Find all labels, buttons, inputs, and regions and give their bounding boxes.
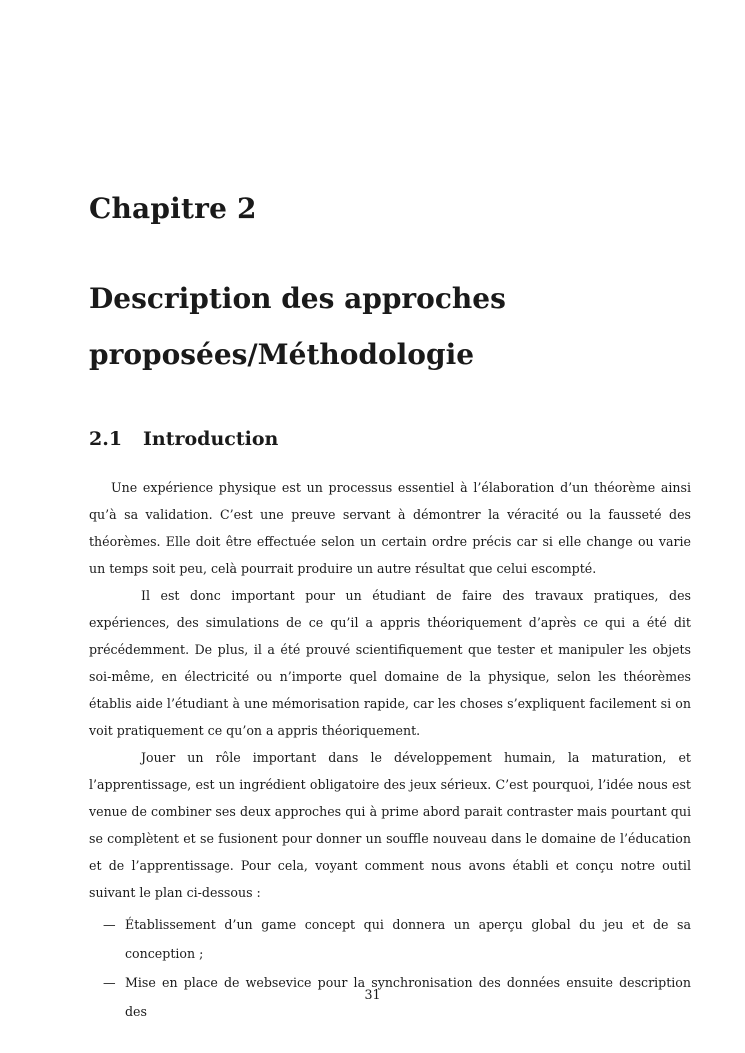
chapter-title-line-1: Description des approches <box>89 282 506 315</box>
list-item-text: Établissement d’un game concept qui donnera un aperçu global du jeu et de sa conception ; <box>125 917 691 961</box>
chapter-label: Chapitre 2 <box>89 192 257 225</box>
chapter-title-line-2: proposées/Méthodologie <box>89 338 475 371</box>
section-number: 2.1 <box>89 428 123 450</box>
page-number: 31 <box>364 987 381 1002</box>
list-marker: — <box>103 917 116 932</box>
list-item-text: Mise en place de websevice pour la synchronisation des données ensuite description des <box>125 975 691 1019</box>
list-marker: — <box>103 975 116 990</box>
list-item <box>89 910 691 968</box>
section-heading <box>89 428 278 450</box>
section-title: Introduction <box>143 428 279 450</box>
chapter-title <box>89 271 689 383</box>
bullet-list <box>89 910 691 1026</box>
paragraph-1: Une expérience physique est un processus essentiel à l’élaboration d’un théorème ainsi qu’à sa validation. C’est une preuve servant à démontrer la véracité ou la fausseté des théorèmes. Elle doit être effectuée selon un certain ordre précis car si elle change ou varie un temps soit peu, celà pourrait produire un autre résultat que celui escompté. <box>89 480 691 576</box>
paragraph-3: Jouer un rôle important dans le développement humain, la maturation, et l’apprentissage, est un ingrédient obligatoire des jeux sérieux. C’est pourquoi, l’idée nous est venue de combiner ses deux approches qui à prime abord parait contraster mais pourtant qui se complètent et se fusionent pour donner un souffle nouveau dans le domaine de l’éducation et de l’apprentissage. Pour cela, voyant comment nous avons établi et conçu notre outil suivant le plan ci-dessous : <box>89 750 691 900</box>
body-text <box>89 474 691 1026</box>
paragraph-2: Il est donc important pour un étudiant de faire des travaux pratiques, des expériences, des simulations de ce qu’il a appris théoriquement d’après ce qui a été dit précédemment. De plus, il a été prouvé scientifiquement que tester et manipuler les objets soi-même, en électricité ou n’importe quel domaine de la physique, selon les théorèmes établis aide l’étudiant à une mémorisation rapide, car les choses s’expliquent facilement si on voit pratiquement ce qu’on a appris théoriquement. <box>89 588 691 738</box>
